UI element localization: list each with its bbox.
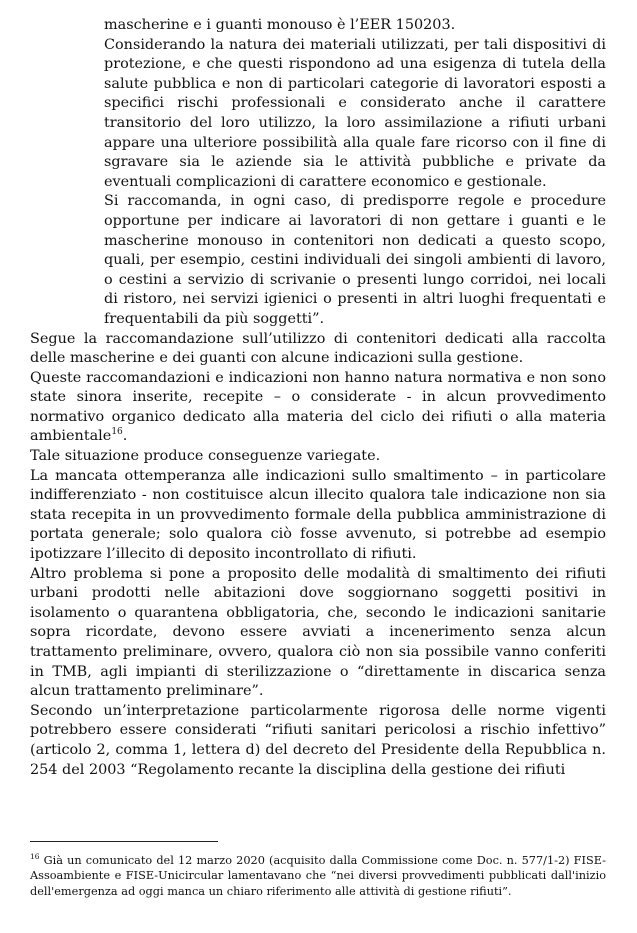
body-text — [30, 16, 606, 780]
paragraph-consequences: Tale situazione produce conseguenze variegate. — [30, 448, 381, 465]
paragraph-rigorous-interpretation: Secondo un’interpretazione particolarmente rigorosa delle norme vigenti potrebbero essere considerati “rifiuti sanitari pericolosi a rischio infettivo” (articolo 2, comma 1, lettera d) del decreto del Presidente della Repubblica n. 254 del 2003 “Regolamento recante la disciplina della gestione dei rifiuti — [30, 702, 606, 778]
footnote-number: 16 — [30, 852, 40, 862]
paragraph-normative-nature — [30, 369, 606, 447]
paragraph-normative-nature-text: Queste raccomandazioni e indicazioni non hanno natura normativa e non sono state sinora inserite, recepite – o considerate - in alcun provvedimento normativo organico dedicato alla materia del ciclo dei rifiuti o alla materia ambientale — [30, 369, 606, 445]
paragraph-container-recommendation: Segue la raccomandazione sull’utilizzo di contenitori dedicati alla raccolta delle mascherine e dei guanti con alcune indicazioni sulla gestione. — [30, 330, 606, 367]
paragraph-disposal-problem: Altro problema si pone a proposito delle modalità di smaltimento dei rifiuti urbani prodotti nelle abitazioni dove soggiornano soggetti positivi in isolamento o quarantena obbligatoria, che, secondo le indicazioni sanitarie sopra ricordate, devono essere avviati a incenerimento senza alcun trattamento preliminare, ovvero, qualora ciò non sia possibile vanno conferiti in TMB, agli impianti di sterilizzazione o “direttamente in discarica senza alcun trattamento preliminare”. — [30, 565, 606, 700]
paragraph-normative-nature-end: . — [122, 428, 128, 445]
footnote — [30, 853, 606, 899]
paragraph-quote-recommendation: Si raccomanda, in ogni caso, di predisporre regole e procedure opportune per indicare ai lavoratori di non gettare i guanti e le mascherine monouso in contenitori non dedicati a questo scopo, quali, per esempio, cestini individuali dei singoli ambienti di lavoro, o cestini a servizio di scrivanie o presenti lungo corridoi, nei locali di ristoro, nei servizi igienici o presenti in altri luoghi frequentati e frequentabili da più soggetti”. — [104, 193, 606, 327]
footnote-text: Già un comunicato del 12 marzo 2020 (acquisito dalla Commissione come Doc. n. 577/1-2) FISE-Assoambiente e FISE-Unicircular lamentavano che “nei diversi provvedimenti pubblicati dall'inizio dell'emergenza ad oggi manca un chiaro riferimento alle attività di gestione rifiuti”. — [30, 854, 606, 898]
paragraph-quote-end-line: mascherine e i guanti monouso è l’EER 150203. — [104, 17, 456, 33]
paragraph-quote-assimilation: Considerando la natura dei materiali utilizzati, per tali dispositivi di protezione, e che questi rispondono ad una esigenza di tutela della salute pubblica e non di particolari categorie di lavoratori esposti a specifici rischi professionali e considerato anche il carattere transitorio del loro utilizzo, la loro assimilazione a rifiuti urbani appare una ulteriore possibilità alla quale fare ricorso con il fine di sgravare sia le aziende sia le attività pubbliche e private da eventuali complicazioni di carattere economico e gestionale. — [104, 36, 606, 190]
paragraph-noncompliance: La mancata ottemperanza alle indicazioni sullo smaltimento – in particolare indifferenziato - non costituisce alcun illecito qualora tale indicazione non sia stata recepita in un provvedimento formale della pubblica amministrazione di portata generale; solo qualora ciò fosse avvenuto, si potrebbe ad esempio ipotizzare l’illecito di deposito incontrollato di rifiuti. — [30, 467, 606, 563]
footnote-divider — [30, 841, 218, 842]
footnote-reference[interactable]: 16 — [111, 427, 123, 438]
